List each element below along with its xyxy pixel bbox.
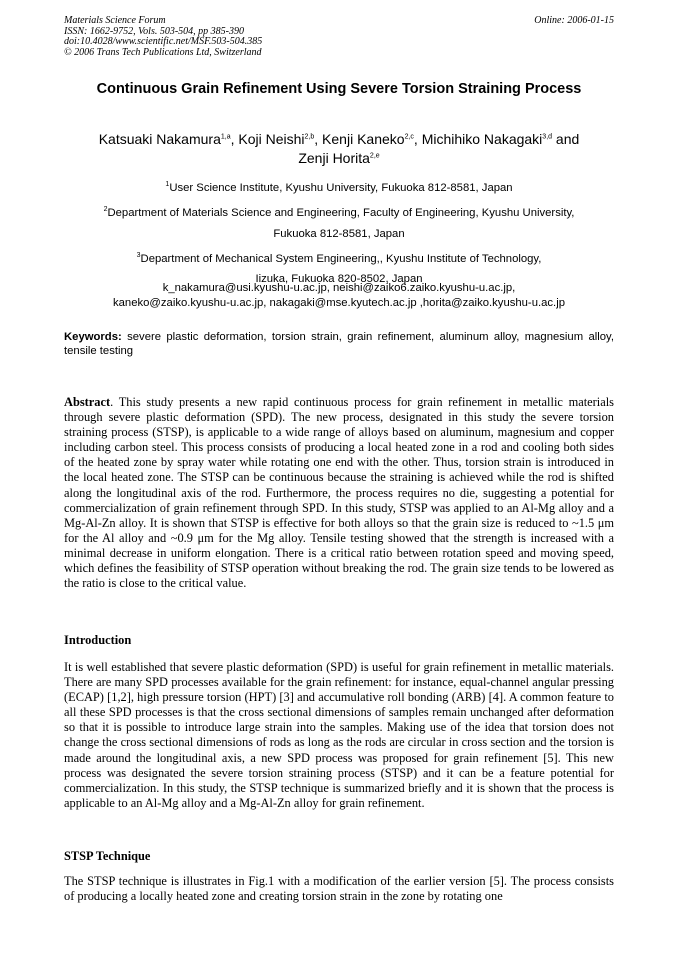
affiliation: $^2$Department of Materials Science and Engineering, Faculty of Engineering, Kyushu University, — [103, 205, 575, 219]
abstract-text: . This study presents a new rapid continuous process for grain refinement in metallic materials through severe plastic deformation (SPD). The new process, designated in this study the severe torsion straining process (STSP), is applicable to a wide range of alloys based on aluminum, magnesium and copper including carbon steel. This process consists of producing a local heated zone in a rod and cooling both sides of the heated zone by spray water while rotating one end with the other. Thus, torsion strain is introduced in the local heated zone. The STSP can be continuous because the straining is achieved while the rod is shifted along the longitudinal axis of the rod. Furthermore, the process requires no die, suggesting a potential for commercialization of grain refinement through SPD. In this study, STSP was applied to an Al-Mg alloy and a Mg-Al-Zn alloy. It is shown that STSP is effective for both alloys so that the grain size is reduced to ~1.5 μm for the Al alloy and ~0.9 μm for the Mg alloy. Tensile testing showed that the strength is increased with a minimal decrease in uniform elongation. There is a critical ratio between rotation speed and moving speed, which defines the feasibility of STSP operation without breaking the rod. The grain size tends to be lowered as the ratio is close to the critical value. — [64, 395, 614, 591]
email-line[interactable]: k_nakamura@usi.kyushu-u.ac.jp, neishi@zaiko6.zaiko.kyushu-u.ac.jp, — [162, 282, 516, 294]
journal-name: Materials Science Forum — [64, 15, 166, 26]
journal-header — [64, 16, 614, 58]
issn: ISSN: 1662-9752, Vols. 503-504, pp 385-390 — [64, 25, 244, 37]
affiliations — [50, 174, 628, 290]
author: Koji Neishi$^{2,b}$, — [238, 130, 323, 147]
affiliation: $^3$Department of Mechanical System Engineering,, Kyushu Institute of Technology, — [136, 251, 542, 265]
author-list — [50, 128, 628, 167]
abstract — [64, 395, 614, 591]
doi[interactable]: doi:10.4028/www.scientific.net/MSF.503-504.385 — [64, 36, 263, 47]
email-line[interactable]: kaneko@zaiko.kyushu-u.ac.jp, nakagaki@mse.kyutech.ac.jp ,horita@zaiko.kyushu-u.ac.jp — [113, 297, 565, 309]
abstract-label: Abstract — [64, 395, 111, 409]
paper-title: Continuous Grain Refinement Using Severe Torsion Straining Process — [96, 81, 582, 97]
author: Katsuaki Nakamura$^{1,a}$, — [98, 130, 239, 147]
author: Michihiko Nakagaki$^{3,d}$ and — [421, 130, 580, 147]
author-emails — [40, 281, 638, 311]
introduction-text: It is well established that severe plastic deformation (SPD) is useful for grain refinement in metallic materials. There are many SPD processes available for the grain refinement: for instance, equal-channel angular pressing (ECAP) [1,2], high pressure torsion (HPT) [3] and accumulative roll bonding (ARB) [4]. A common feature to all these SPD processes is that the cross sectional dimensions of samples remain unchanged after deformation so that it is possible to introduce large strain into the samples. Making use of the idea that torsion does not change the cross sectional dimensions of rods as long as the rods are circular in cross section and the torsion is made around the longitudinal axis, a new SPD process was proposed for grain refinement [5]. This new process was designated the severe torsion straining process (STSP) and it can be a feature potential for commercialization. In this study, the STSP technique is summarized briefly and it is shown that the process is applicable to an Al-Mg alloy and a Mg-Al-Zn alloy for grain refinement. — [64, 660, 614, 810]
author: Zenji Horita$^{2,e}$ — [298, 150, 380, 167]
stsp-heading: STSP Technique — [64, 849, 151, 863]
affiliation-line: Fukuoka 812-8581, Japan — [273, 227, 405, 240]
online-date: Online: 2006-01-15 — [534, 15, 614, 26]
keywords-text: severe plastic deformation, torsion strain, grain refinement, aluminum alloy, magnesium alloy, tensile testing — [64, 331, 614, 357]
copyright: © 2006 Trans Tech Publications Ltd, Switzerland — [64, 46, 262, 58]
keywords-label: Keywords: — [64, 331, 122, 343]
stsp-text: The STSP technique is illustrates in Fig.1 with a modification of the earlier version [5]. The process consists of producing a locally heated zone and creating torsion strain in the zone by rotating one — [64, 874, 614, 904]
affiliation-line: Iizuka, Fukuoka 820-8502, Japan — [255, 273, 423, 286]
affiliation: $^1$User Science Institute, Kyushu University, Fukuoka 812-8581, Japan — [165, 181, 513, 194]
keywords — [64, 330, 614, 358]
author: Kenji Kaneko$^{2,c}$, — [322, 130, 422, 147]
introduction-heading: Introduction — [64, 633, 132, 647]
